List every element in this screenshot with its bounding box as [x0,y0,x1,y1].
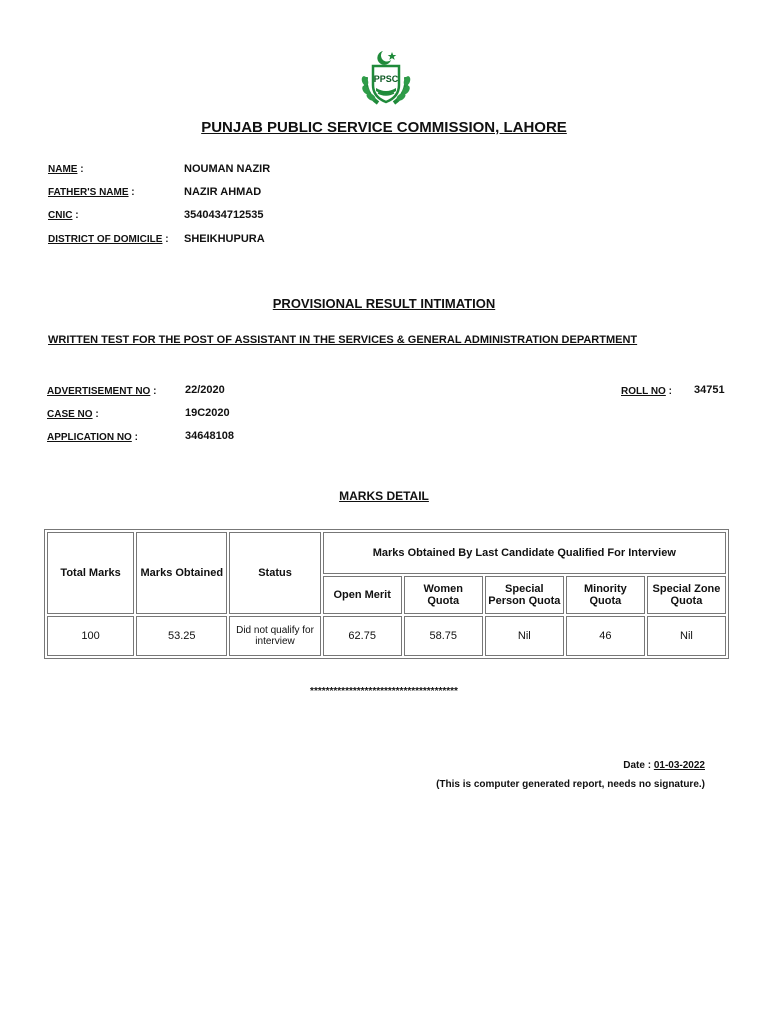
case-no-label: CASE NO : [47,409,99,420]
domicile-label: DISTRICT OF DOMICILE : [48,234,169,245]
separator-stars: ************************************** [310,686,458,697]
name-value: NOUMAN NAZIR [184,163,271,175]
ppsc-logo [356,47,416,109]
report-date: Date : 01-03-2022 [623,760,705,771]
cnic-value: 3540434712535 [184,209,264,221]
name-label: NAME : [48,164,84,175]
cnic-label: CNIC : [48,210,79,221]
application-label: APPLICATION NO : [47,432,138,443]
header-total-marks: Total Marks [47,532,134,614]
father-name-value: NAZIR AHMAD [184,186,262,198]
table-row [47,616,726,656]
cell-women-quota: 58.75 [404,616,483,656]
cell-total-marks: 100 [47,616,134,656]
page-title: PUNJAB PUBLIC SERVICE COMMISSION, LAHORE [201,119,567,136]
father-name-label: FATHER'S NAME : [48,187,135,198]
roll-no-label: ROLL NO : [621,386,672,397]
header-special-person-quota: Special Person Quota [485,576,564,614]
svg-text:PPSC: PPSC [373,74,399,84]
report-date-value: 01-03-2022 [653,760,705,771]
header-marks-obtained: Marks Obtained [136,532,227,614]
header-minority-quota: Minority Quota [566,576,645,614]
computer-generated-note: (This is computer generated report, needs no signature.) [436,779,705,790]
case-no-value: 19C2020 [185,407,230,419]
cell-open-merit: 62.75 [323,616,402,656]
application-value: 34648108 [185,430,234,442]
cell-marks-obtained: 53.25 [136,616,227,656]
advertisement-value: 22/2020 [185,384,225,396]
cell-status: Did not qualify for interview [229,616,320,656]
domicile-value: SHEIKHUPURA [184,233,265,245]
cell-special-person-quota: Nil [485,616,564,656]
header-special-zone-quota: Special Zone Quota [647,576,726,614]
header-status: Status [229,532,320,614]
cell-special-zone-quota: Nil [647,616,726,656]
ppsc-emblem-icon [356,47,416,109]
result-title: PROVISIONAL RESULT INTIMATION [272,296,496,311]
marks-table [44,529,729,659]
header-open-merit: Open Merit [323,576,402,614]
header-last-candidate-group: Marks Obtained By Last Candidate Qualified For Interview [323,532,726,574]
post-title: WRITTEN TEST FOR THE POST OF ASSISTANT IN THE SERVICES & GENERAL ADMINISTRATION DEPARTMENT [48,334,638,346]
advertisement-label: ADVERTISEMENT NO : [47,386,157,397]
cell-minority-quota: 46 [566,616,645,656]
marks-detail-title: MARKS DETAIL [339,489,429,503]
roll-no-value: 34751 [694,384,725,396]
header-women-quota: Women Quota [404,576,483,614]
